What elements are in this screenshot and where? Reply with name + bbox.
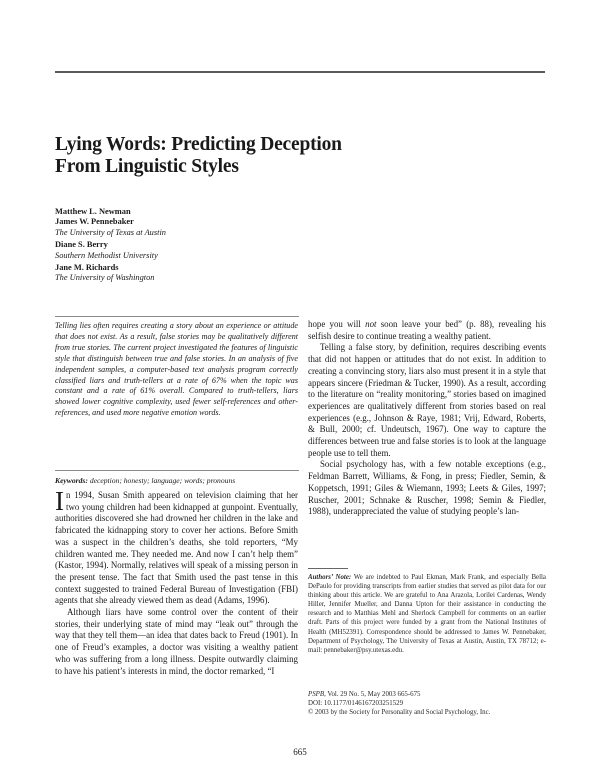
title-line-1: Lying Words: Predicting Deception bbox=[55, 134, 342, 155]
citation-text: Vol. 29 No. 5, May 2003 665-675 bbox=[325, 691, 421, 698]
body-right-column bbox=[308, 319, 546, 518]
page-number: 665 bbox=[293, 747, 307, 757]
footnote-text: We are indebted to Paul Ekman, Mark Frank, and especially Bella DePaulo for providing transcripts from earlier studies that served as pilot data for our thinking about this article. We are grateful to Ana Arazola, Lorilei Cardenas, Wendy Hiller, Jennifer Mueller, and Danna Upton for their assistance in conducting the research and to Matthias Mehl and Sherlock Campbell for comments on an earlier draft. Parts of this project were funded by a grant from the National Institutes of Health (MH52391). Correspondence should be addressed to James W. Pennebaker, Department of Psychology, The University of Texas at Austin, Austin, TX 78712; e-mail: pennebaker@psy.utexas.edu. bbox=[308, 574, 546, 654]
drop-cap: I bbox=[55, 486, 64, 516]
author-affiliation: The University of Washington bbox=[55, 273, 155, 283]
journal-doi: DOI: 10.1177/0146167203251529 bbox=[308, 700, 404, 707]
author-name: Jane M. Richards bbox=[55, 263, 119, 273]
journal-info bbox=[308, 690, 546, 717]
journal-copyright: © 2003 by the Society for Personality and Social Psychology, Inc. bbox=[308, 709, 491, 716]
abstract-top-rule bbox=[55, 316, 299, 317]
keywords-text: deception; honesty; language; words; pronouns bbox=[89, 476, 236, 485]
author-list bbox=[55, 207, 355, 286]
journal-abbr: PSPB, bbox=[308, 691, 326, 698]
paragraph-text: soon leave your bed” (p. 88), revealing his selfish desire to continue treating a wealthy patient. bbox=[308, 319, 547, 341]
footnote-label: Authors’ Note: bbox=[308, 574, 352, 581]
author-name: Matthew L. Newman bbox=[55, 207, 131, 216]
emphasis-text: not bbox=[365, 319, 377, 329]
keywords-label: Keywords: bbox=[55, 476, 88, 485]
author-name: Diane S. Berry bbox=[55, 240, 108, 250]
title-line-2: From Linguistic Styles bbox=[55, 156, 239, 177]
author-name: James W. Pennebaker bbox=[55, 217, 134, 227]
author-affiliation: Southern Methodist University bbox=[55, 250, 158, 260]
body-paragraph bbox=[55, 486, 298, 607]
body-paragraph: Social psychology has, with a few notable exceptions (e.g., Feldman Barrett, Williams, & Fong, in press; Fiedler, Semin, & Koppetsch, 1991; Giles & Wiemann, 1993; Leets & Giles, 1997; Ruscher, 2001; Schnake & Ruscher, 1998; Semin & Fiedler, 1988), underappreciated the value of studying people’s lan- bbox=[308, 459, 546, 517]
author-group-texas bbox=[55, 207, 355, 238]
body-paragraph: Telling a false story, by definition, requires describing events that did not happen or attitudes that do not exist. In addition to creating a convincing story, liars also must present it in a style that appears sincere (Friedman & Tucker, 1990). As a result, according to the literature on “reality monitoring,” stories based on imagined experiences are qualitatively different from stories based on real experiences (e.g., Johnson & Raye, 1981; Vrij, Edward, Roberts, & Bull, 2000; cf. Undeutsch, 1967). One way to capture the differences between true and false stories is to look at the language people use to tell them. bbox=[308, 342, 546, 458]
paragraph-text: hope you will bbox=[308, 319, 366, 329]
keywords-rule bbox=[55, 470, 299, 471]
footnote-rule bbox=[308, 568, 348, 569]
paragraph-text: n 1994, Susan Smith appeared on television claiming that her two young children had been kidnapped at gunpoint. Eventually, authorities discovered she had drowned her children in the lake and fabricated the kidnapping story to cover her actions. Before Smith was a suspect in the children’s deaths, she told reporters, “My children wanted me. They needed me. And now I can’t help them” (Kastor, 1994). Normally, relatives will speak of a missing person in the present tense. The fact that Smith used the past tense in this context suggested to trained Federal Bureau of Investigation (FBI) agents that she already viewed them as dead (Adams, 1996). bbox=[55, 490, 298, 606]
body-paragraph: Although liars have some control over the content of their stories, their underlying state of mind may “leak out” through the way that they tell them—an idea that dates back to Freud (1901). In one of Freud’s examples, a doctor was visiting a wealthy patient who was suffering from a long illness. Despite outwardly claiming to have his patient’s interests in mind, the doctor remarked, “I bbox=[55, 607, 298, 676]
author-group-smu bbox=[55, 240, 355, 261]
authors-note bbox=[308, 573, 546, 655]
body-paragraph-continued bbox=[308, 319, 546, 342]
body-left-column bbox=[55, 486, 298, 677]
journal-citation bbox=[308, 690, 546, 699]
article-title bbox=[55, 134, 475, 178]
top-rule bbox=[55, 71, 545, 73]
author-affiliation: The University of Texas at Austin bbox=[55, 227, 166, 237]
author-group-uw bbox=[55, 263, 355, 284]
keywords bbox=[55, 476, 298, 486]
abstract: Telling lies often requires creating a story about an experience or attitude that does not exist. As a result, false stories may be qualitatively different from true stories. The current project investigated the features of linguistic style that distinguish between true and false stories. In an analysis of five independent samples, a computer-based text analysis program correctly classified liars and truth-tellers at a rate of 67% when the topic was constant and a rate of 61% overall. Compared to truth-tellers, liars showed lower cognitive complexity, used fewer self-references and other-references, and used more negative emotion words. bbox=[55, 321, 298, 418]
